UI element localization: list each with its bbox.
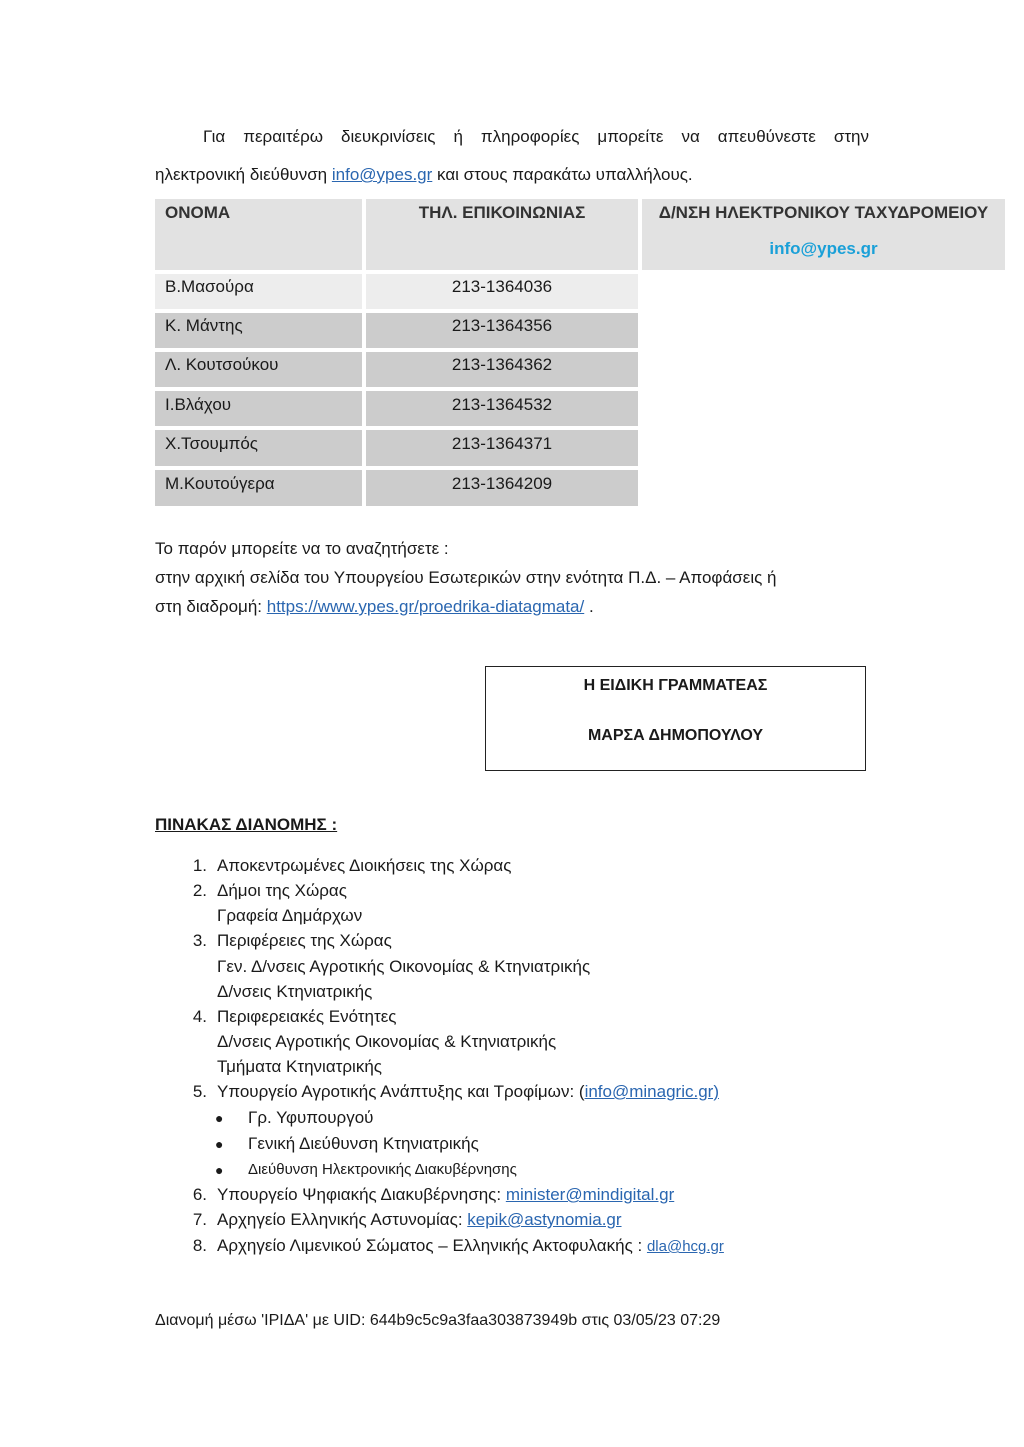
search-line-2: στην αρχική σελίδα του Υπουργείου Εσωτερικών στην ενότητα Π.Δ. – Αποφάσεις ή: [155, 568, 777, 587]
list-item-text: Δ/νσεις Κτηνιατρικής: [217, 982, 373, 1001]
list-item-text: [217, 1235, 724, 1258]
search-line-3: [155, 596, 594, 618]
list-item-number: 8.: [192, 1236, 207, 1255]
signature-title: Η ΕΙΔΙΚΗ ΓΡΑΜΜΑΤΕΑΣ: [583, 677, 768, 694]
list-item-prefix: Υπουργείο Αγροτικής Ανάπτυξης και Τροφίμων: (: [217, 1082, 585, 1101]
list-item-text: Τμήματα Κτηνιατρικής: [217, 1057, 382, 1076]
header-email-label: Δ/ΝΣΗ ΗΛΕΚΤΡΟΝΙΚΟΥ ΤΑΧΥΔΡΟΜΕΙΟΥ: [658, 203, 989, 222]
table-row-name: Β.Μασούρα: [155, 274, 362, 309]
list-item-prefix: Υπουργείο Ψηφιακής Διακυβέρνησης:: [217, 1185, 506, 1204]
header-email: [642, 199, 1005, 270]
list-item-text: Αποκεντρωμένες Διοικήσεις της Χώρας: [217, 856, 512, 875]
header-name: ΟΝΟΜΑ: [155, 199, 362, 270]
list-item-number: 3.: [192, 931, 207, 950]
search-line-1: Το παρόν μπορείτε να το αναζητήσετε :: [155, 539, 449, 558]
list-item-text: Γεν. Δ/νσεις Αγροτικής Οικονομίας & Κτηνιατρικής: [217, 957, 591, 976]
hcg-email-link[interactable]: dla@hcg.gr: [646, 1238, 724, 1255]
list-item-text: [217, 1081, 719, 1103]
signature-name: ΜΑΡΣΑ ΔΗΜΟΠΟΥΛΟΥ: [587, 727, 764, 744]
distribution-footer: Διανομή μέσω 'ΙΡΙΔΑ' με UID: 644b9c5c9a3faa303873949b στις 03/05/23 07:29: [155, 1312, 721, 1329]
search-url-link[interactable]: https://www.ypes.gr/proedrika-diatagmata/: [266, 597, 585, 616]
table-row-name: Λ. Κουτσούκου: [155, 352, 362, 387]
list-item-text: Γραφεία Δημάρχων: [217, 906, 363, 925]
table-row-phone: 213-1364036: [366, 274, 638, 309]
table-row-name: Κ. Μάντης: [155, 313, 362, 348]
list-item-prefix: Αρχηγείο Ελληνικής Αστυνομίας:: [217, 1210, 468, 1229]
table-row-phone: 213-1364356: [366, 313, 638, 348]
sub-list-item-text: Διεύθυνση Ηλεκτρονικής Διακυβέρνησης: [248, 1161, 517, 1178]
list-item-text: Δήμοι της Χώρας: [217, 881, 347, 900]
list-item-number: 7.: [192, 1210, 207, 1229]
distribution-title: ΠΙΝΑΚΑΣ ΔΙΑΝΟΜΗΣ :: [155, 815, 338, 834]
table-row-phone: 213-1364362: [366, 352, 638, 387]
bullet-icon: ●: [215, 1162, 224, 1178]
sub-list-item-text: Γρ. Υφυπουργού: [248, 1108, 374, 1127]
header-phone: ΤΗΛ. ΕΠΙΚΟΙΝΩΝΙΑΣ: [366, 199, 638, 270]
list-item-number: 5.: [192, 1082, 207, 1101]
list-item-number: 1.: [192, 856, 207, 875]
list-item-text: [217, 1184, 674, 1206]
list-item-text: Δ/νσεις Αγροτικής Οικονομίας & Κτηνιατρικής: [217, 1032, 557, 1051]
table-row-phone: 213-1364371: [366, 430, 638, 466]
list-item-prefix: Αρχηγείο Λιμενικού Σώματος – Ελληνικής Ακτοφυλακής :: [217, 1236, 647, 1255]
minagric-email-link[interactable]: info@minagric.gr): [584, 1082, 719, 1101]
mindigital-email-link[interactable]: minister@mindigital.gr: [505, 1185, 675, 1204]
sub-list-item-text: Γενική Διεύθυνση Κτηνιατρικής: [248, 1134, 479, 1153]
list-item-text: Περιφερειακές Ενότητες: [217, 1007, 397, 1026]
bullet-icon: ●: [215, 1136, 224, 1152]
signature-box: [485, 666, 866, 771]
list-item-text: [217, 1209, 622, 1231]
table-row-name: Μ.Κουτούγερα: [155, 470, 362, 506]
intro-line-2: [155, 164, 693, 186]
table-row-phone: 213-1364532: [366, 391, 638, 426]
list-item-text: Περιφέρειες της Χώρας: [217, 931, 392, 950]
list-item-number: 4.: [192, 1007, 207, 1026]
astynomia-email-link[interactable]: kepik@astynomia.gr: [467, 1210, 622, 1229]
search-prefix: στη διαδρομή:: [155, 597, 267, 616]
table-row-name: Χ.Τσουμπός: [155, 430, 362, 466]
intro-suffix: και στους παρακάτω υπαλλήλους.: [432, 165, 693, 184]
table-row-name: Ι.Βλάχου: [155, 391, 362, 426]
intro-email-link[interactable]: info@ypes.gr: [331, 165, 433, 184]
table-row-phone: 213-1364209: [366, 470, 638, 506]
intro-line-1: Για περαιτέρω διευκρινίσεις ή πληροφορίες μπορείτε να απευθύνεστε στην: [203, 127, 869, 146]
bullet-icon: ●: [215, 1110, 224, 1126]
list-item-number: 6.: [192, 1185, 207, 1204]
intro-prefix: ηλεκτρονική διεύθυνση: [155, 165, 332, 184]
search-suffix: .: [584, 597, 594, 616]
list-item-number: 2.: [192, 881, 207, 900]
header-email-value[interactable]: info@ypes.gr: [769, 239, 878, 258]
